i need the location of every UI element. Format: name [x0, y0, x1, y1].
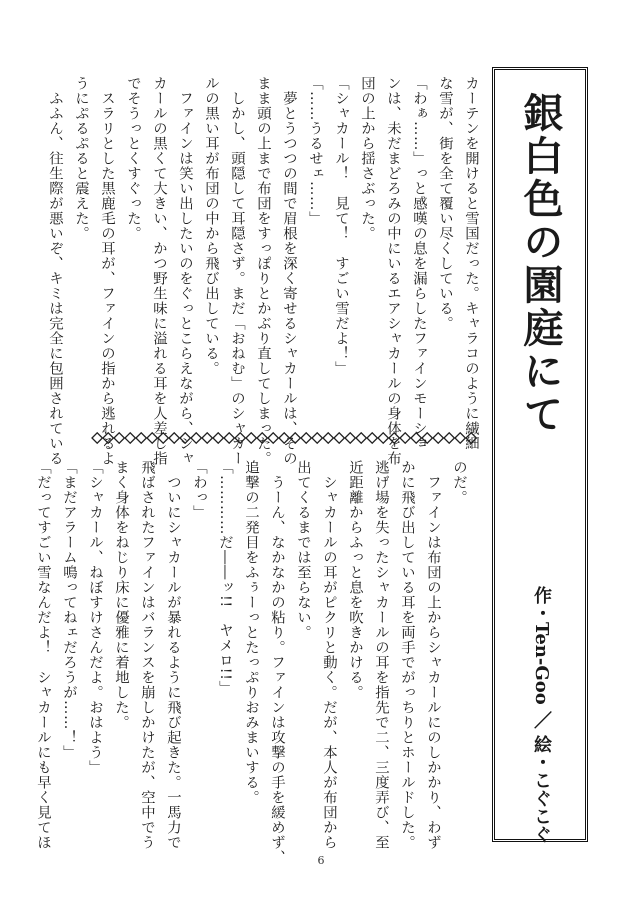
text-line: うーん、なかなかの粘り。ファインは攻撃の手を緩めず、 — [269, 460, 285, 865]
text-line: 夢とうつつの間で眉根を深く寄せるシャカールは、その — [281, 76, 297, 466]
text-line: ンは、未だまどろみの中にいるエアシャカールの身体を布 — [385, 76, 401, 466]
divider-diamond — [136, 433, 146, 443]
divider-diamond — [378, 433, 388, 443]
text-line: 団の上から揺さぶった。 — [359, 76, 375, 241]
text-line: まく身体をねじり床に優雅に着地した。 — [113, 460, 129, 730]
divider-diamond — [235, 433, 245, 443]
story-title: 銀白色の園庭にて — [517, 92, 564, 436]
text-line: ファインは布団の上からシャカールにのしかかり、わず — [425, 460, 441, 850]
text-block-bottom — [35, 460, 472, 865]
text-line: 「シャカール！ 見て！ すごい雪だよ！」 — [333, 76, 349, 376]
divider-diamond — [191, 433, 201, 443]
divider-diamond — [334, 433, 344, 443]
text-line: な雪が、街を全て覆い尽くしている。 — [437, 76, 453, 331]
divider-diamond — [125, 433, 135, 443]
text-line: のだ。 — [451, 460, 467, 505]
text-line: ふふん、往生際が悪いぞ、キミは完全に包囲されている — [47, 76, 63, 466]
divider-diamond — [246, 433, 256, 443]
divider-diamond — [103, 433, 113, 443]
divider-diamond — [400, 433, 410, 443]
divider-diamond — [345, 433, 355, 443]
text-line: まま頭の上まで布団をすっぽりとかぶり直してしまった。 — [255, 76, 271, 466]
divider-diamond — [279, 433, 289, 443]
text-line: 逃げ場を失ったシャカールの耳を指先で二、三度弄び、至 — [373, 460, 389, 850]
text-line: 「まだアラーム鳴ってねェだろうが……！」 — [61, 460, 77, 760]
text-line: 飛ばされたファインはバランスを崩しかけたが、空中でう — [139, 460, 155, 850]
divider-diamond — [114, 433, 124, 443]
text-line: カールの黒くて大きい、かつ野生味に溢れる耳を人差し指 — [151, 76, 167, 466]
divider-diamond — [158, 433, 168, 443]
divider-diamond — [180, 433, 190, 443]
divider-diamond — [202, 433, 212, 443]
divider-diamond — [411, 433, 421, 443]
text-line: 「シャカール、ねぼすけさんだよ。おはよう」 — [87, 460, 103, 775]
ornamental-divider — [92, 430, 486, 446]
divider-diamond — [92, 433, 102, 443]
text-line: ルの黒い耳が布団の中から飛び出している。 — [203, 76, 219, 376]
text-block-top — [47, 76, 484, 466]
divider-diamond — [224, 433, 234, 443]
page-number: 6 — [317, 854, 325, 867]
text-line: カーテンを開けると雪国だった。キャラコのように繊細 — [463, 76, 479, 451]
text-line: ついにシャカールが暴れるように飛び起きた。一馬力で — [165, 460, 181, 850]
divider-diamond — [444, 433, 454, 443]
divider-diamond — [323, 433, 333, 443]
divider-diamond — [301, 433, 311, 443]
text-line: うにぷるぷると震えた。 — [73, 76, 89, 241]
divider-diamond — [389, 433, 399, 443]
text-line: 「…………だ――ッ!! ヤメロ!!」 — [217, 460, 233, 696]
text-line: 追撃の二発目をふぅーっとたっぷりおみまいする。 — [243, 460, 259, 805]
author-credit: 作・Ten-Goo ／ 絵・こぐこぐ — [531, 586, 552, 844]
divider-diamond — [257, 433, 267, 443]
text-line: スラリとした黒鹿毛の耳が、ファインの指から逃れるよ — [99, 76, 115, 466]
divider-diamond — [147, 433, 157, 443]
divider-diamond — [290, 433, 300, 443]
text-line: 「……うるせェ……」 — [307, 76, 323, 226]
text-line: シャカールの耳がピクリと動く。だが、本人が布団から — [321, 460, 337, 850]
divider-diamond — [367, 433, 377, 443]
divider-diamond — [433, 433, 443, 443]
text-line: 出てくるまでは至らない。 — [295, 460, 311, 640]
divider-diamond — [466, 433, 476, 443]
divider-diamond — [268, 433, 278, 443]
text-line: しかし、頭隠して耳隠さず。まだ「おねむ」のシャカー — [229, 76, 245, 466]
text-line: 「わっ」 — [191, 460, 207, 520]
divider-diamond — [455, 433, 465, 443]
text-line: かに飛び出している耳を両手でがっちりとホールドした。 — [399, 460, 415, 850]
divider-diamond — [356, 433, 366, 443]
text-line: 「だってすごい雪なんだよ！ シャカールにも早く見てほ — [35, 460, 51, 850]
divider-diamond — [213, 433, 223, 443]
text-line: ファインは笑い出したいのをぐっとこらえながら、シャ — [177, 76, 193, 466]
title-frame — [492, 67, 588, 842]
text-line: 「わぁ……」っと感嘆の息を漏らしたファインモーショ — [411, 76, 427, 451]
text-line: でそうっとくすぐった。 — [125, 76, 141, 241]
divider-diamond — [422, 433, 432, 443]
text-line: 近距離からふっと息を吹きかける。 — [347, 460, 363, 700]
divider-diamond — [169, 433, 179, 443]
divider-diamond — [312, 433, 322, 443]
